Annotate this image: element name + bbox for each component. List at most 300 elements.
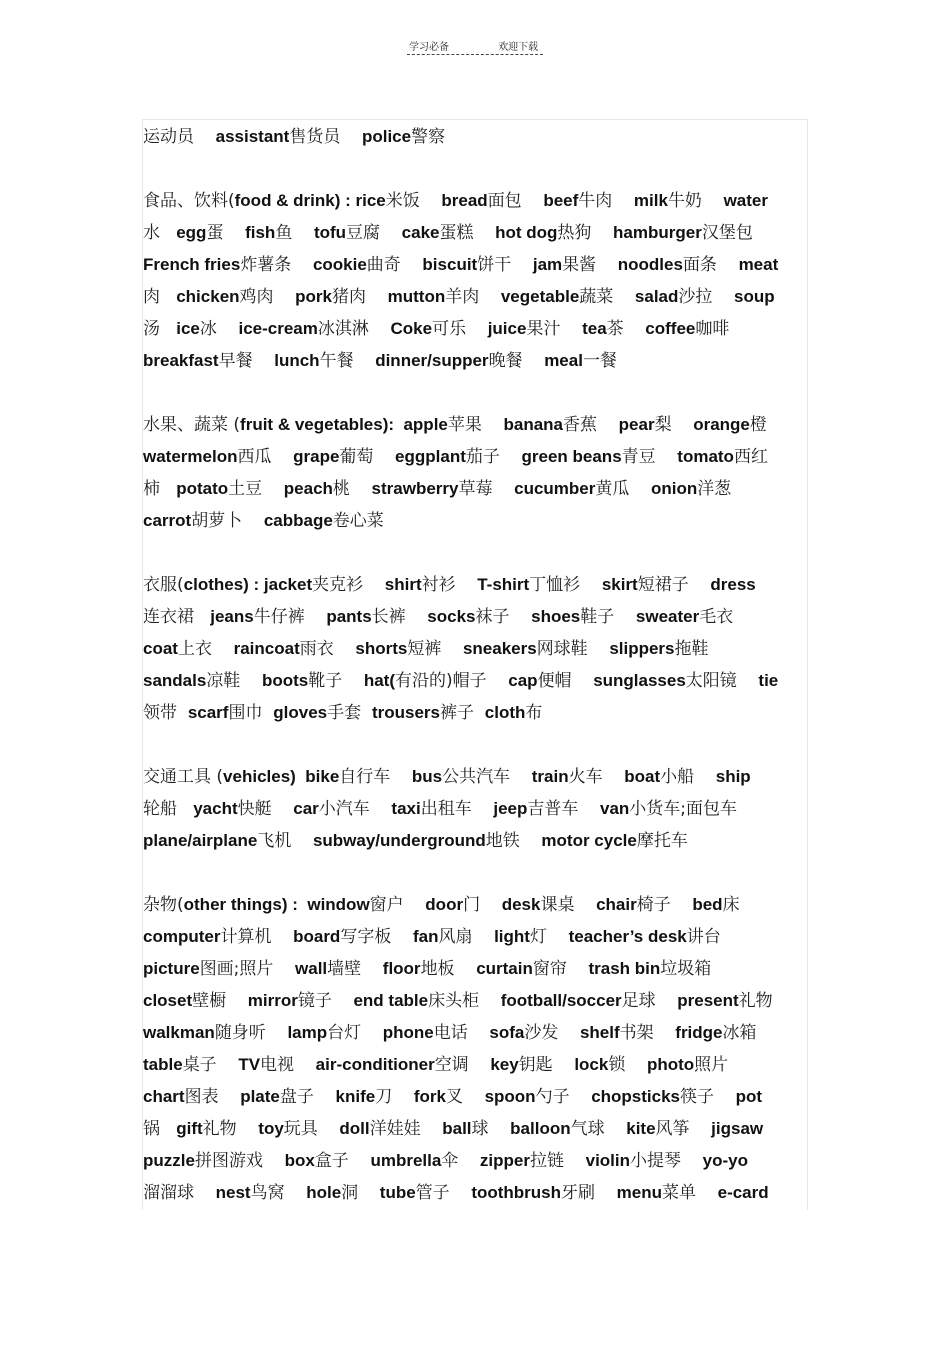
english-term: fork [413,1087,446,1106]
english-term: taxi [391,799,421,818]
english-term: ice [176,319,200,338]
english-term: dress [710,575,756,594]
english-term: mirror [247,991,298,1010]
english-term: cucumber [514,479,596,498]
english-term: slippers [609,639,675,658]
chinese-term: 运动员 [143,127,216,147]
chinese-term: 草莓 [458,479,515,499]
chinese-term: 地板 [420,959,477,979]
chinese-term: 盘子 [279,1087,336,1107]
english-term: nest [215,1183,251,1202]
chinese-term: 筷子 [680,1087,736,1107]
english-term: egg [176,223,207,242]
chinese-term: 牛肉 [578,191,634,211]
chinese-term: 葡萄 [339,447,396,467]
chinese-term: 电视 [260,1055,316,1075]
english-term: computer [143,927,221,946]
chinese-term: 有沿的)帽子 [395,671,509,691]
chinese-term: 长裤 [371,607,428,627]
chinese-term: 小提琴 [630,1151,703,1171]
english-term: hamburger [613,223,702,242]
chinese-term: 镜子 [297,991,354,1011]
english-term: subway/underground [312,831,486,850]
english-term: orange [693,415,750,434]
chinese-term: 出租车 [420,799,494,819]
english-term: door [425,895,464,914]
english-term: potato [176,479,229,498]
chinese-term: 桃 [332,479,372,499]
chinese-term: 果酱 [562,255,618,275]
english-term: soup [734,287,775,306]
chinese-term: 蛋糕 [439,223,496,243]
english-term: knife [335,1087,376,1106]
english-term: tomato [677,447,734,466]
english-term: curtain [476,959,533,978]
english-term: food & drink) : rice [234,191,386,210]
english-term: meat [738,255,779,274]
vocab-line [143,1017,813,1049]
english-term: photo [646,1055,695,1074]
english-term: ship [715,767,751,786]
english-term: bus [411,767,443,786]
vocab-line [143,505,813,537]
chinese-term: 钥匙 [518,1055,575,1075]
english-term: tofu [313,223,347,242]
chinese-term: 曲奇 [366,255,423,275]
chinese-term: 豆腐 [346,223,402,243]
chinese-term: 食品、饮料( [143,191,235,211]
english-term: board [293,927,341,946]
english-term: coffee [645,319,696,338]
english-term: desk [501,895,541,914]
chinese-term: 溜溜球 [143,1183,216,1203]
chinese-term: 盒子 [314,1151,371,1171]
header-rule [407,54,543,55]
english-term: biscuit [422,255,478,274]
chinese-term: 地铁 [485,831,542,851]
english-term: plane/airplane [143,831,258,850]
chinese-term: 鱼 [275,223,314,243]
english-term: cloth [484,703,526,722]
english-term: strawberry [371,479,459,498]
english-term: gift [176,1119,203,1138]
english-term: car [293,799,319,818]
english-term: salad [634,287,679,306]
english-term: pot [735,1087,763,1106]
chinese-term: 橙 [749,415,767,435]
chinese-term: 玩具 [283,1119,340,1139]
chinese-term: 牛仔裤 [253,607,327,627]
english-term: chopsticks [591,1087,681,1106]
chinese-term: 勺子 [535,1087,592,1107]
chinese-term: 蔬菜 [579,287,635,307]
chinese-term: 沙拉 [678,287,735,307]
english-term: ball [442,1119,472,1138]
chinese-term: 连衣裙 [143,607,211,627]
english-term: fruit & vegetables): apple [240,415,448,434]
english-term: plate [240,1087,280,1106]
english-term: walkman [143,1023,215,1042]
chinese-term: 牛奶 [667,191,724,211]
english-term: cake [401,223,440,242]
english-term: jam [532,255,563,274]
chinese-term: 风筝 [655,1119,712,1139]
english-term: spoon [484,1087,536,1106]
english-term: grape [293,447,340,466]
chinese-term: 小汽车 [318,799,392,819]
vocab-line [143,761,813,793]
english-term: toothbrush [471,1183,562,1202]
chinese-term: 西红 [733,447,768,467]
chinese-term: 快艇 [237,799,294,819]
chinese-term: 冰 [199,319,239,339]
english-term: air-conditioner [315,1055,435,1074]
english-term: menu [616,1183,662,1202]
english-term: eggplant [395,447,466,466]
english-term: yo-yo [702,1151,748,1170]
chinese-term: 肉 [143,287,177,307]
english-term: onion [650,479,698,498]
english-term: yacht [193,799,238,818]
chinese-term: 便帽 [537,671,594,691]
english-term: motor cycle [541,831,637,850]
vocab-line [143,825,813,857]
english-term: chart [143,1087,185,1106]
english-term: shirt [384,575,422,594]
english-term: lock [574,1055,609,1074]
english-term: hat( [363,671,396,690]
vocab-line [143,921,813,953]
chinese-term: 随身听 [214,1023,288,1043]
chinese-term: 苹果 [447,415,504,435]
chinese-term: 拉链 [529,1151,586,1171]
chinese-term: 炸薯条 [240,255,313,275]
chinese-term: 毛衣 [699,607,734,627]
chinese-term: 凉鞋 [206,671,262,691]
english-term: watermelon [143,447,238,466]
chinese-term: 鸡肉 [239,287,296,307]
english-term: balloon [510,1119,571,1138]
vocabulary-list [143,121,813,1209]
english-term: chicken [176,287,240,306]
english-term: van [600,799,630,818]
english-term: assistant [215,127,290,146]
english-term: boat [624,767,661,786]
english-term: mutton [387,287,446,306]
chinese-term: 太阳镜 [685,671,759,691]
english-term: wall [295,959,328,978]
chinese-term: 书架 [619,1023,676,1043]
english-term: pork [295,287,332,306]
chinese-term: 午餐 [319,351,376,371]
chinese-term: 牙刷 [561,1183,617,1203]
english-term: jeep [493,799,528,818]
chinese-term: 床 [722,895,740,915]
vocab-line [143,985,813,1017]
chinese-term: 球 [471,1119,511,1139]
chinese-term: 墙壁 [327,959,383,979]
chinese-term: 计算机 [220,927,294,947]
chinese-term: 窗帘 [532,959,589,979]
chinese-term: 米饭 [385,191,442,211]
chinese-term: 洋葱 [697,479,732,499]
chinese-term: 短裤 [407,639,463,659]
chinese-term: 椅子 [636,895,693,915]
english-term: teacher’s desk [568,927,687,946]
chinese-term: 沙发 [524,1023,580,1043]
chinese-term: 可乐 [432,319,488,339]
vocab-line [143,1113,813,1145]
vocab-line [143,281,813,313]
chinese-term: 茶 [606,319,646,339]
chinese-term: 写字板 [340,927,413,947]
english-term: jigsaw [711,1119,764,1138]
chinese-term: 伞 [441,1151,480,1171]
english-term: banana [503,415,564,434]
english-term: Coke [390,319,433,338]
chinese-term: 布 [525,703,543,723]
english-term: shorts [355,639,408,658]
vocab-line [143,377,813,409]
chinese-term: 香蕉 [563,415,619,435]
english-term: bed [692,895,723,914]
english-term: ice-cream [238,319,318,338]
chinese-term: 吉普车 [527,799,600,819]
english-term: fridge [675,1023,723,1042]
english-term: shoes [531,607,581,626]
chinese-term: 靴子 [308,671,364,691]
vocab-line [143,569,813,601]
english-term: lunch [274,351,320,370]
chinese-term: 围巾 [228,703,274,723]
chinese-term: 拼图游戏 [194,1151,285,1171]
english-term: sandals [143,671,207,690]
english-term: tube [379,1183,416,1202]
chinese-term: 锁 [608,1055,647,1075]
chinese-term: 梨 [654,415,694,435]
english-term: French fries [143,255,241,274]
chinese-term: 西瓜 [237,447,294,467]
vocab-line [143,185,813,217]
chinese-term: 裤子 [439,703,485,723]
english-term: closet [143,991,193,1010]
vocab-line [143,857,813,889]
english-term: football/soccer [500,991,622,1010]
chinese-term: 热狗 [557,223,614,243]
chinese-term: 领带 [143,703,188,723]
chinese-term: 雨衣 [299,639,356,659]
header-right-text: 欢迎下载 [498,42,539,53]
english-term: other things) : window [183,895,370,914]
english-term: sneakers [462,639,537,658]
chinese-term: 公共汽车 [442,767,532,787]
chinese-term: 风扇 [438,927,495,947]
vocab-line [143,729,813,761]
chinese-term: 面包 [487,191,544,211]
vocab-line [143,1049,813,1081]
vocab-line [143,345,813,377]
english-term: light [494,927,530,946]
vocab-line [143,1145,813,1177]
english-term: police [361,127,412,146]
chinese-term: 冰淇淋 [317,319,391,339]
chinese-term: 青豆 [621,447,678,467]
chinese-term: 丁恤衫 [529,575,602,595]
vocab-line [143,313,813,345]
english-term: tea [582,319,607,338]
english-term: table [143,1055,183,1074]
english-term: sofa [489,1023,525,1042]
chinese-term: 洞 [341,1183,380,1203]
chinese-term: 面条 [682,255,739,275]
chinese-term: 台灯 [327,1023,383,1043]
chinese-term: 拖鞋 [674,639,709,659]
chinese-term: 照片 [694,1055,729,1075]
vocab-line [143,153,813,185]
english-term: pants [326,607,372,626]
chinese-term: 冰箱 [722,1023,757,1043]
chinese-term: 轮船 [143,799,194,819]
english-term: sunglasses [593,671,686,690]
chinese-term: 菜单 [661,1183,718,1203]
english-term: lamp [287,1023,328,1042]
chinese-term: 早餐 [218,351,275,371]
english-term: end table [353,991,429,1010]
english-term: meal [544,351,583,370]
chinese-term: 火车 [568,767,625,787]
chinese-term: 门 [463,895,502,915]
chinese-term: 衬衫 [421,575,478,595]
chinese-term: 足球 [621,991,678,1011]
chinese-term: 一餐 [582,351,617,371]
header-left-text: 学习必备 [409,42,449,53]
chinese-term: 桌子 [182,1055,239,1075]
chinese-term: 咖啡 [695,319,730,339]
chinese-term: 饼干 [477,255,533,275]
chinese-term: 图画;照片 [199,959,296,979]
vocab-line [143,441,813,473]
english-term: water [723,191,768,210]
chinese-term: 灯 [529,927,569,947]
vocab-line [143,537,813,569]
chinese-term: 鞋子 [580,607,636,627]
english-term: boots [261,671,309,690]
english-term: jeans [210,607,254,626]
chinese-term: 刀 [375,1087,414,1107]
chinese-term: 水果、蔬菜 ( [143,415,241,435]
chinese-term: 床头柜 [428,991,501,1011]
chinese-term: 气球 [570,1119,627,1139]
chinese-term: 垃圾箱 [660,959,712,979]
english-term: hole [306,1183,342,1202]
english-term: pear [618,415,655,434]
english-term: trousers [371,703,440,722]
english-term: hot dog [495,223,558,242]
english-term: noodles [617,255,683,274]
vocab-line [143,601,813,633]
english-term: doll [339,1119,370,1138]
english-term: kite [626,1119,656,1138]
english-term: beef [543,191,579,210]
vocab-line [143,409,813,441]
vocab-line [143,633,813,665]
english-term: puzzle [143,1151,195,1170]
chinese-term: 警察 [411,127,446,147]
english-term: scarf [187,703,229,722]
chinese-term: 蛋 [206,223,246,243]
chinese-term: 汤 [143,319,177,339]
chinese-term: 杂物( [143,895,184,915]
chinese-term: 柿 [143,479,177,499]
vocab-line [143,953,813,985]
page-header [407,38,543,53]
chinese-term: 黄瓜 [595,479,651,499]
chinese-term: 电话 [433,1023,490,1043]
english-term: vehicles) bike [223,767,340,786]
english-term: e-card [717,1183,769,1202]
english-term: floor [382,959,421,978]
chinese-term: 土豆 [228,479,284,499]
english-term: fish [245,223,276,242]
chinese-term: 上衣 [177,639,234,659]
chinese-term: 茄子 [465,447,522,467]
english-term: clothes) : jacket [183,575,313,594]
chinese-term: 猪肉 [332,287,388,307]
english-term: umbrella [370,1151,442,1170]
english-term: zipper [479,1151,530,1170]
vocab-line [143,1177,813,1209]
chinese-term: 窗户 [369,895,426,915]
english-term: train [531,767,569,786]
english-term: fan [412,927,439,946]
chinese-term: 礼物 [738,991,773,1011]
english-term: violin [585,1151,631,1170]
vocab-line [143,473,813,505]
chinese-term: 小货车;面包车 [629,799,738,819]
chinese-term: 叉 [445,1087,485,1107]
chinese-term: 自行车 [339,767,412,787]
vocab-line [143,665,813,697]
chinese-term: 果汁 [526,319,583,339]
vocab-line [143,217,813,249]
english-term: coat [143,639,178,658]
english-term: cap [508,671,538,690]
chinese-term: 管子 [415,1183,472,1203]
english-term: green beans [521,447,622,466]
english-term: T-shirt [477,575,530,594]
chinese-term: 空调 [434,1055,491,1075]
chinese-term: 卷心菜 [332,511,384,531]
chinese-term: 汉堡包 [701,223,753,243]
english-term: trash bin [588,959,661,978]
chinese-term: 夹克衫 [312,575,385,595]
chinese-term: 售货员 [289,127,362,147]
english-term: chair [596,895,637,914]
chinese-term: 课桌 [540,895,597,915]
english-term: toy [258,1119,284,1138]
chinese-term: 晚餐 [488,351,545,371]
chinese-term: 衣服( [143,575,184,595]
english-term: shelf [579,1023,620,1042]
english-term: phone [382,1023,434,1042]
vocab-line [143,889,813,921]
chinese-term: 羊肉 [445,287,501,307]
english-term: bread [441,191,488,210]
chinese-term: 交通工具 ( [143,767,224,787]
english-term: sweater [635,607,700,626]
english-term: gloves [273,703,328,722]
chinese-term: 礼物 [202,1119,259,1139]
